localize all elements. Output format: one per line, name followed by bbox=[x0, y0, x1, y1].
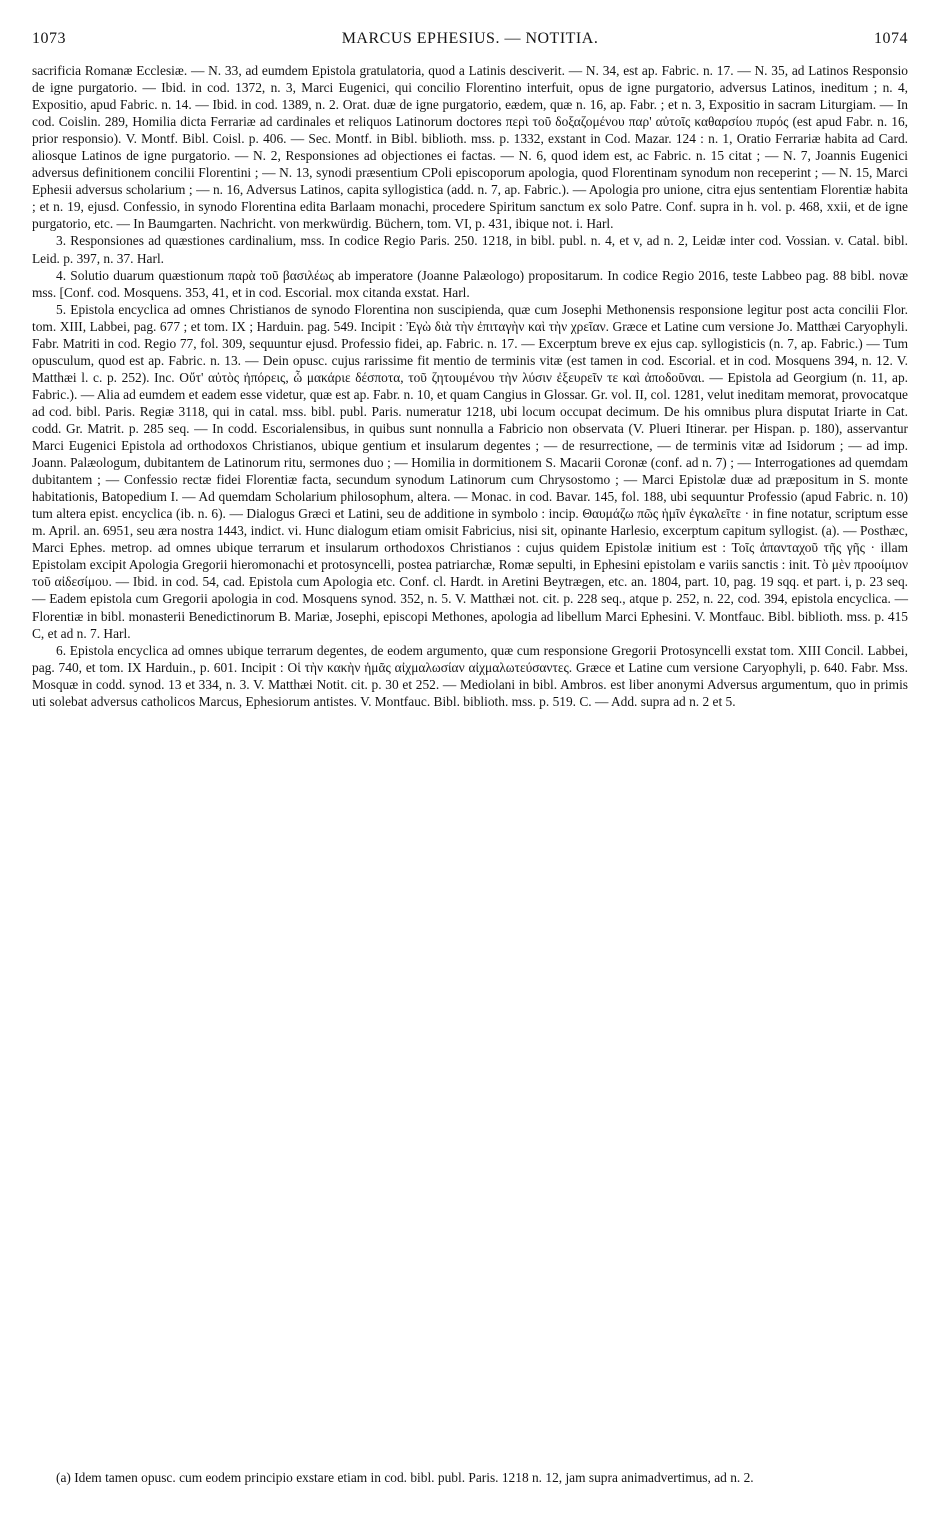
page-header bbox=[32, 30, 908, 58]
footnotes bbox=[32, 1469, 908, 1486]
main-text bbox=[32, 62, 908, 710]
running-title: MARCUS EPHESIUS. — NOTITIA. bbox=[341, 30, 599, 47]
paragraph-item-3: 3. Responsiones ad quæstiones cardinalium, mss. In codice Regio Paris. 250. 1218, in bibl. publ. n. 4, et v, ad n. 2, Leidæ inter cod. Vossian. v. Catal. bibl. Leid. p. 397, n. 37. Harl. bbox=[32, 233, 908, 266]
column-number-right: 1074 bbox=[874, 30, 908, 47]
footnote-a: (a) Idem tamen opusc. cum eodem principio exstare etiam in cod. bibl. publ. Paris. 1218 n. 12, jam supra animadvertimus, ad n. 2. bbox=[56, 1470, 754, 1485]
footnote-rule bbox=[48, 1467, 108, 1468]
paragraph-item-6: 6. Epistola encyclica ad omnes ubique terrarum degentes, de eodem argumento, quæ cum responsione Gregorii Protosyncelli exstat tom. XIII Concil. Labbei, pag. 740, et tom. IX Harduin., p. 601. Incipit : Οἱ τὴν κακὴν ἡμᾶς αἰχμαλωσίαν αἰχμαλωτεύσαντες. Græce et Latine cum versione Caryophyli, p. 640. Fabr. Mss. Mosquæ in codd. synod. 13 et 334, n. 3. V. Matthæi Notit. cit. p. 30 et 252. — Mediolani in bibl. Ambros. est liber anonymi Adversus argumentum, quo in primis uti solebat adversus catholicos Marcus, Ephesiorum antistes. V. Montfauc. Bibl. biblioth. mss. p. 519. C. — Add. supra ad n. 2 et 5. bbox=[32, 642, 908, 709]
paragraph-continuation: sacrificia Romanæ Ecclesiæ. — N. 33, ad eumdem Epistola gratulatoria, quod a Latinis desciverit. — N. 34, est ap. Fabric. n. 17. — N. 35, ad Latinos Responsio de igne purgatorio. — Ibid. in cod. 1372, n. 3, Marci Eugenici, qui concilio Florentino interfuit, opus de igne purgatorio, adversus Latinos, ineditum ; n. 4, Expositio, apud Fabric. n. 14. — Ibid. in cod. 1389, n. 2. Orat. duæ de igne purgatorio, eædem, quæ n. 16, ap. Fabr. ; et n. 3, Expositio in sacram Liturgiam. — In cod. Coislin. 289, Homilia dicta Ferrariæ ad cardinales et reliquos Latinorum doctores περὶ τοῦ δοξαζομένου παρ' αὐτοῖς καθαρσίου πυρός (est apud Fabr. n. 16, prior responsio). V. Montf. Bibl. Coisl. p. 406. — Sec. Montf. in Bibl. biblioth. mss. p. 1332, exstant in Cod. Mazar. 124 : n. 1, Oratio Ferrariæ habita ad Card. aliosque Latinos de igne purgatorio. — N. 2, Responsiones ad objectiones ei factas. — N. 6, quod idem est, ac Fabric. n. 15 citat ; — N. 7, Joannis Eugenici adversus definitionem concilii Florentini ; — N. 13, synodi præsentium CPoli episcoporum apologia, quod Florentinam synodum non receperint ; — N. 15, Marci Ephesii adversus scholarium ; — n. 16, Adversus Latinos, capita syllogistica (add. n. 7, ap. Fabric.). — Apologia pro unione, citra ejus sententiam Florentiæ habita ; et n. 19, ejusd. Confessio, in synodo Florentina edita Barlaam monachi, procedere Spiritum sanctum ex solo Patre. Conf. supra in h. vol. p. 468, xxii, et de igne purgatorio, etc. — In Baumgarten. Nachricht. von merkwürdig. Büchern, tom. VI, p. 431, ibique not. i. Harl. bbox=[32, 63, 908, 232]
paragraph-item-4: 4. Solutio duarum quæstionum παρὰ τοῦ βασιλέως ab imperatore (Joanne Palæologo) propositarum. In codice Regio 2016, teste Labbeo pag. 88 bibl. novæ mss. [Conf. cod. Mosquens. 353, 41, et in cod. Escorial. mox citanda exstat. Harl. bbox=[32, 267, 908, 300]
column-number-left: 1073 bbox=[32, 30, 66, 47]
paragraph-item-5: 5. Epistola encyclica ad omnes Christianos de synodo Florentina non suscipienda, quæ cum Josephi Methonensis responsione legitur post acta concilii Flor. tom. XIII, Labbei, pag. 677 ; et tom. IX ; Harduin. pag. 549. Incipit : Ἐγὼ διὰ τὴν ἐπιταγὴν καὶ τὴν χρεῖαν. Græce et Latine cum versione Jo. Matthæi Caryophyli. Fabr. Matriti in cod. Regio 77, fol. 309, sequuntur ejusd. Professio fidei, ap. Fabric. n. 17. — Excerptum breve ex ejus cap. syllogisticis (n. 7, ap. Fabric.) — Tum opusculum, quod est ap. Fabric. n. 13. — Dein opusc. cujus rarissime fit mentio de terminis vitæ (est tamen in cod. Escorial. et in cod. Mosquens 394, n. 12. V. Matthæi l. c. p. 252). Inc. Οὔτ' αὐτὸς ἠπόρεις, ὦ μακάριε δέσποτα, τοῦ ζητουμένου τὴν λύσιν ἐξευρεῖν τε καὶ ἀποδοῦναι. — Epistola ad Georgium (n. 11, ap. Fabric.). — Alia ad eumdem et eadem esse videtur, quæ est ap. Fabr. n. 10, et quam Cangius in Glossar. Gr. vol. II, col. 1281, velut ineditam memorat, provocatque ad cod. bibl. Paris. Regiæ 3118, qui in catal. mss. bibl. publ. Paris. numeratur 1218, ubi locum occupat decimum. De his omnibus plura disputat Iriarte in Cat. codd. Gr. Matrit. p. 285 seq. — In codd. Escorialensibus, in quibus sunt nonnulla a Fabricio non observata (V. Plueri Itinerar. per Hispan. p. 180), asservantur Marci Eugenici Epistola ad orthodoxos Christianos, ubique gentium et insularum degentes ; — de resurrectione, — de terminis vitæ ad Isidorum ; — ad imp. Joann. Palæologum, dubitantem de Latinorum ritu, sermones duo ; — Homilia in dormitionem S. Macarii Coronæ (conf. ad n. 7) ; — Interrogationes ad quemdam dubitantem ; — Confessio rectæ fidei Florentiæ facta, secundum synodum Latinorum cum Chrysostomo ; — Marci Epistolæ duæ ad præpositum in S. monte habitationis, Batopedium I. — Ad quemdam Scholarium philosophum, altera. — Monac. in cod. Bavar. 145, fol. 188, ubi sequuntur Professio (apud Fabric. n. 10) tum altera epist. encyclica (ib. n. 6). — Dialogus Græci et Latini, seu de additione in symbolo : incip. Θαυμάζω πῶς ἡμῖν ἐγκαλεῖτε · in fine notatur, scriptum esse m. April. an. 6951, seu æra nostra 1443, indict. vi. Hunc dialogum etiam omisit Fabricius, nisi sit, opinante Harlesio, excerptum capitum syllogist. (a). — Posthæc, Marci Ephes. metrop. ad omnes ubique terrarum et insularum orthodoxos Christianos : cujus quidem Epistolæ initium est : Τοῖς ἁπανταχοῦ τῆς γῆς · illam Epistolam excipit Apologia Gregorii hieromonachi et protosyncelli, postea patriarchæ, Romæ sepulti, in Ephesini epistolam e variis sanctis : init. Τὸ μὲν προοίμιον τοῦ αἰδεσίμου. — Ibid. in cod. 54, cad. Epistola cum Apologia etc. Conf. cl. Hardt. in Aretini Beytrægen, etc. an. 1804, part. 10, pag. 19 sqq. et part. i, p. 23 seq. — Eadem epistola cum Gregorii apologia in cod. Mosquens synod. 352, n. 5. V. Matthæi not. cit. p. 228 seq., atque p. 252, n. 22, cod. 394, epistola encyclica. — Florentiæ in bibl. monasterii Benedictinorum B. Mariæ, Josephi, episcopi Methones, apologia ad libellum Marci Ephesini. V. Montfauc. Bibl. biblioth. mss. p. 415 C, et ad n. 7. Harl. bbox=[32, 301, 908, 641]
